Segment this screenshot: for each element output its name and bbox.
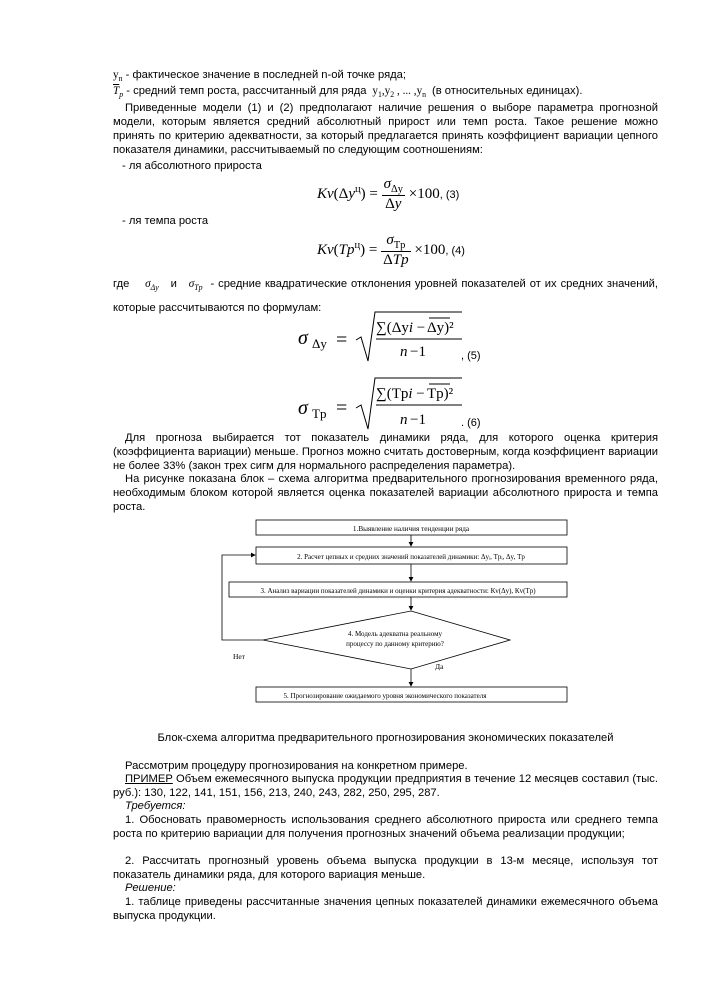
paragraph-3: На рисунке показана блок – схема алгоритма предварительного прогнозирования временного ряда, необходимым блоком которой является оценка показателей вариации абсолютного прироста и темпа роста.	[113, 473, 658, 513]
flow-block-5-text: 5. Прогнозирование ожидаемого уровня экономического показателя	[283, 692, 487, 700]
sigma-dy-symbol: $\sigma_{\Delta y}$	[145, 278, 159, 293]
formula-5-ref: , (5)	[461, 350, 481, 362]
flow-block-3-text: 3. Анализ вариации показателей динамики и оценки критерия адекватности: Кv(Δy), Кv(Тp)	[260, 587, 536, 595]
paragraph-1: Приведенные модели (1) и (2) предполагают наличие решения о выборе параметра прогнозной модели, которым является средний абсолютный прирост или темп роста. Такое решение можно принять по критерию адекватности, за который предлагается принять коэффициент вариации цепного показателя динамики, рассчитываемый по следующим соотношениям:	[113, 102, 658, 156]
tp-symbol: $\overline{T}_p$	[113, 85, 124, 100]
formula-4: $Kv(Tp^ц)$ = $\frac{\sigma_{Tp}}{\text{ΔTp}}$ ×100, (4)	[317, 232, 465, 268]
yn-def-text: - фактическое значение в последней n-ой точке ряда;	[125, 69, 406, 81]
solution-1: 1. таблице приведены рассчитанные значения цепных показателей динамики ежемесячного объема выпуска продукции.	[113, 896, 658, 922]
required-heading: Требуется:	[125, 800, 186, 812]
where-text-b: - средние квадратические отклонения уровней показателей от их средних значений, которые рассчитываются по формулам:	[113, 278, 658, 315]
svg-text:Tp)²: Tp)²	[427, 386, 454, 402]
tp-definition	[113, 84, 658, 102]
where-text-a: где	[113, 278, 130, 290]
svg-text:−1: −1	[410, 412, 426, 428]
flow-decision-text-b: процессу по данному критерию?	[346, 640, 444, 648]
formula-3-ref: , (3)	[439, 188, 460, 201]
tp-def-text-a: - средний темп роста, рассчитанный для ряда	[126, 85, 367, 97]
where-and: и	[170, 278, 177, 290]
flowchart	[205, 512, 585, 712]
flow-yes-label: Да	[435, 662, 444, 671]
paragraph-2: Для прогноза выбирается тот показатель динамики ряда, для которого оценка критерия (коэффициента вариации) меньше. Прогноз можно считать достоверным, когда коэффициент вариации не более 33% (закон трех сигм для нормального распределения параметра).	[113, 432, 658, 472]
formula-3: $Kv(\Delta y^ц)$ = $\frac{\sigma_{\Delta y}}{\Delta y}$ ×100, (3)	[317, 176, 460, 212]
svg-text:n: n	[400, 412, 408, 428]
flow-decision-text-a: 4. Модель адекватна реальному	[347, 630, 443, 638]
tp-def-text-b: (в относительных единицах).	[431, 85, 583, 97]
flow-decision	[263, 611, 510, 669]
example-paragraph	[113, 772, 658, 800]
task-2: 2. Рассчитать прогнозный уровень объема выпуска продукции в 13-м месяце, используя тот показатель динамики ряда, для которого вариация меньше.	[113, 855, 658, 881]
figure-caption: Блок-схема алгоритма предварительного прогнозирования экономических показателей	[157, 732, 614, 744]
sigma-tp-symbol: $\sigma_{Tp}$	[188, 278, 203, 293]
paragraph-4: Рассмотрим процедуру прогнозирования на конкретном примере.	[125, 760, 468, 772]
svg-text:∑(Tpi −: ∑(Tpi −	[376, 386, 425, 402]
flow-block-3	[229, 582, 567, 597]
task-1: 1. Обосновать правомерность использования среднего абсолютного прироста или среднего темпа роста по критерию вариации для получения прогнозных значений объема реализации продукции;	[113, 814, 658, 840]
series-symbols: $y_1,y_2$ , ... $,y_n$	[369, 85, 427, 100]
flow-block-2	[256, 547, 567, 564]
formula-4-ref: , (4)	[445, 244, 465, 257]
flow-block-1	[256, 520, 567, 535]
svg-text:=: =	[336, 397, 348, 419]
svg-text:=: =	[336, 329, 348, 351]
yn-symbol: $y_n$	[113, 69, 123, 84]
flow-block-2-text: 2. Расчет цепных и средних значений показателей динамики: Δyᵢ, Тpᵢ, Δy, Тp	[297, 553, 525, 561]
svg-text:Δy)²: Δy)²	[427, 320, 454, 336]
svg-text:σ: σ	[298, 327, 308, 349]
example-label: ПРИМЕР	[125, 773, 173, 785]
growth-rate-item: - ля темпа роста	[122, 215, 209, 227]
flow-block-1-text: 1.Выявление наличия тенденции ряда	[352, 525, 470, 533]
svg-text:σ: σ	[298, 397, 308, 419]
formula-6-ref: . (6)	[461, 417, 481, 429]
example-text: Объем ежемесячного выпуска продукции предприятия в течение 12 месяцев составил (тыс. руб.): 130, 122, 141, 151, 156, 213, 240, 243, 282, 250, 295, 287.	[113, 773, 658, 799]
abs-growth-item: - ля абсолютного прироста	[122, 160, 262, 172]
svg-text:∑(Δyi −: ∑(Δyi −	[376, 320, 426, 336]
svg-text:Tp: Tp	[312, 406, 327, 421]
svg-text:Δy: Δy	[312, 336, 327, 351]
solution-heading: Решение:	[125, 882, 176, 894]
flow-block-5	[256, 687, 567, 702]
flow-no-label: Нет	[233, 652, 246, 661]
svg-text:−1: −1	[410, 344, 426, 360]
svg-text:n: n	[400, 344, 408, 360]
